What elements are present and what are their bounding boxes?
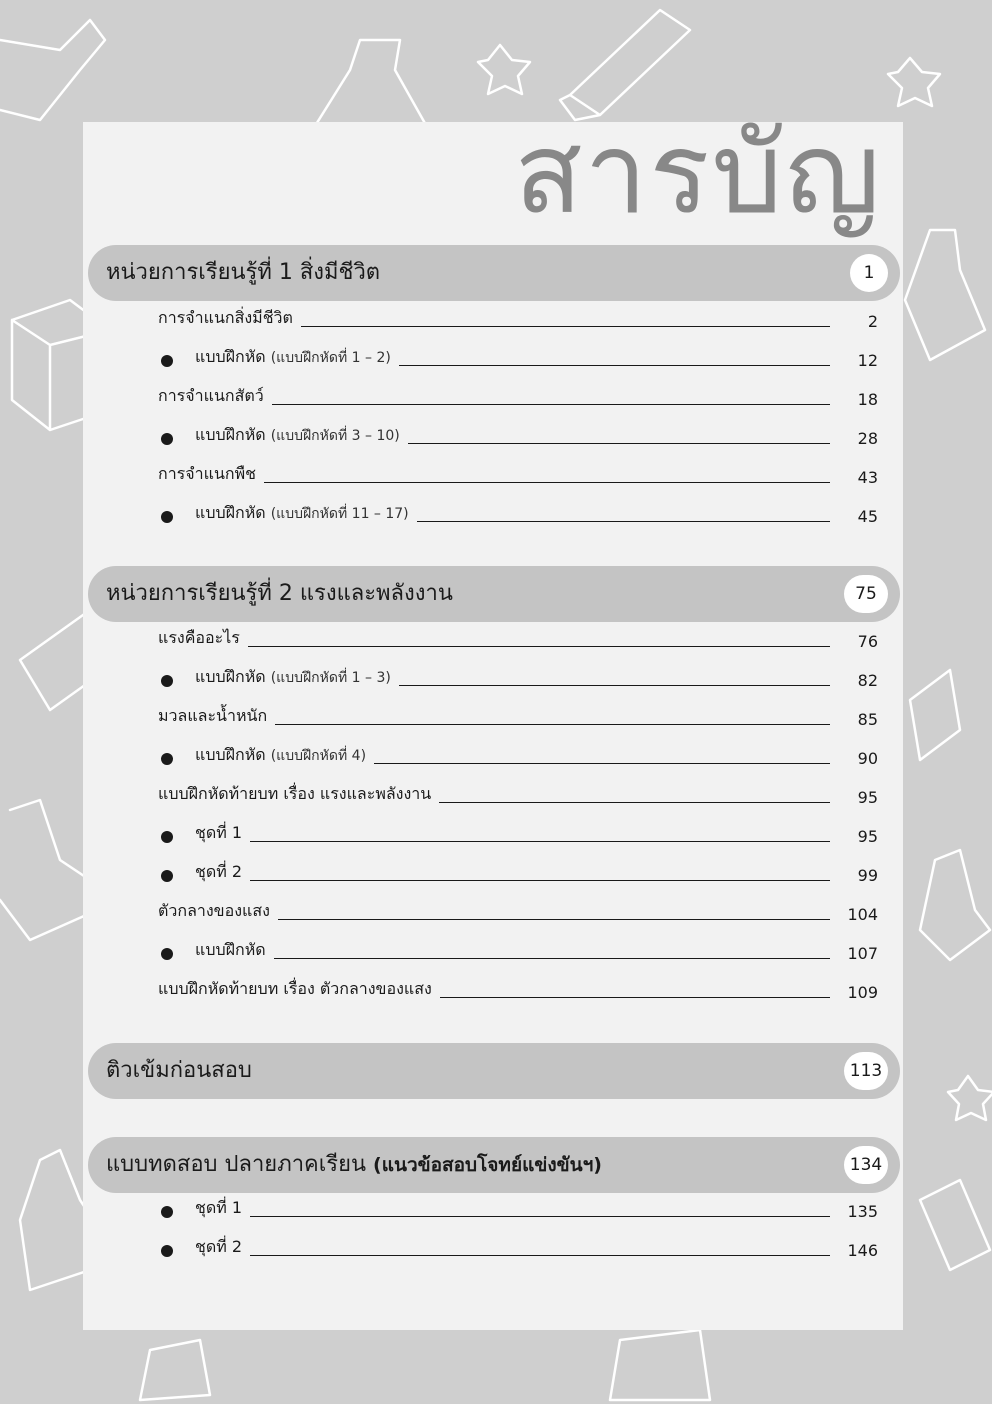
leader-line <box>274 958 830 959</box>
bullet-icon <box>161 948 173 960</box>
page-badge: 134 <box>844 1146 888 1184</box>
entry-label: ชุดที่ 2 <box>195 862 243 881</box>
toc-entry[interactable] <box>158 978 878 1004</box>
leader-line <box>417 521 830 522</box>
entry-page: 107 <box>847 944 878 963</box>
leader-line <box>275 724 830 725</box>
section-final-test <box>88 1137 900 1193</box>
toc-entry[interactable] <box>158 705 878 731</box>
bullet-icon <box>161 870 173 882</box>
toc-entry[interactable] <box>158 822 878 848</box>
entry-label: การจำแนกพืช <box>158 464 256 483</box>
toc-entry[interactable] <box>158 385 878 411</box>
entry-label: การจำแนกสิ่งมีชีวิต <box>158 308 293 327</box>
entry-page: 104 <box>847 905 878 924</box>
bullet-icon <box>161 1245 173 1257</box>
bullet-icon <box>161 753 173 765</box>
entry-sub: (แบบฝึกหัดที่ 11 – 17) <box>270 506 409 522</box>
leader-line <box>408 443 830 444</box>
toc-entry[interactable] <box>158 744 878 770</box>
entry-label: แบบฝึกหัด (แบบฝึกหัดที่ 1 – 3) <box>195 667 391 686</box>
leader-line <box>250 841 830 842</box>
bullet-icon <box>161 675 173 687</box>
page-title: สารบัญ <box>514 109 882 239</box>
page-badge: 75 <box>844 575 888 613</box>
leader-line <box>278 919 830 920</box>
entry-sub: (แบบฝึกหัดที่ 3 – 10) <box>270 428 400 444</box>
entry-page: 82 <box>857 671 878 690</box>
toc-entry[interactable] <box>158 861 878 887</box>
bullet-icon <box>161 831 173 843</box>
entry-label: ตัวกลางของแสง <box>158 901 270 920</box>
entry-label: แบบฝึกหัด (แบบฝึกหัดที่ 4) <box>195 745 367 764</box>
entry-sub: (แบบฝึกหัดที่ 1 – 3) <box>270 670 391 686</box>
page-badge: 113 <box>844 1052 888 1090</box>
entry-label: แบบฝึกหัด (แบบฝึกหัดที่ 1 – 2) <box>195 347 391 366</box>
toc-entry[interactable] <box>158 346 878 372</box>
toc-entry[interactable] <box>158 424 878 450</box>
leader-line <box>440 997 830 998</box>
entry-label: ชุดที่ 2 <box>195 1237 243 1256</box>
toc-entry[interactable] <box>158 1197 878 1223</box>
entry-page: 45 <box>857 507 878 526</box>
entry-page: 95 <box>857 827 878 846</box>
entry-page: 99 <box>857 866 878 885</box>
bullet-icon <box>161 1206 173 1218</box>
entry-page: 95 <box>857 788 878 807</box>
section-title: ติวเข้มก่อนสอบ <box>106 1058 252 1083</box>
entry-sub: (แบบฝึกหัดที่ 1 – 2) <box>270 350 391 366</box>
page-badge: 1 <box>850 254 888 292</box>
section-exam-prep <box>88 1043 900 1099</box>
entry-label: แบบฝึกหัด (แบบฝึกหัดที่ 3 – 10) <box>195 425 400 444</box>
leader-line <box>250 880 830 881</box>
bullet-icon <box>161 433 173 445</box>
entry-page: 85 <box>857 710 878 729</box>
section-title: แบบทดสอบ ปลายภาคเรียน (แนวข้อสอบโจทย์แข่งขันฯ) <box>106 1152 602 1177</box>
entry-page: 2 <box>867 312 878 331</box>
bullet-icon <box>161 511 173 523</box>
entry-label: แบบฝึกหัดท้ายบท เรื่อง แรงและพลังงาน <box>158 784 432 803</box>
leader-line <box>399 685 830 686</box>
leader-line <box>248 646 830 647</box>
entry-label: การจำแนกสัตว์ <box>158 386 264 405</box>
entry-page: 146 <box>847 1241 878 1260</box>
entry-page: 135 <box>847 1202 878 1221</box>
leader-line <box>439 802 830 803</box>
entry-page: 43 <box>857 468 878 487</box>
toc-entry[interactable] <box>158 666 878 692</box>
bullet-icon <box>161 355 173 367</box>
section-unit-1 <box>88 245 900 301</box>
entry-label: แรงคืออะไร <box>158 628 240 647</box>
entry-page: 109 <box>847 983 878 1002</box>
entry-sub: (แบบฝึกหัดที่ 4) <box>270 748 367 764</box>
leader-line <box>301 326 830 327</box>
toc-entry[interactable] <box>158 900 878 926</box>
leader-line <box>272 404 830 405</box>
toc-entry[interactable] <box>158 307 878 333</box>
entry-label: ชุดที่ 1 <box>195 1198 243 1217</box>
section-title: หน่วยการเรียนรู้ที่ 2 แรงและพลังงาน <box>106 581 453 606</box>
toc-entry[interactable] <box>158 783 878 809</box>
toc-entry[interactable] <box>158 463 878 489</box>
leader-line <box>250 1255 830 1256</box>
section-title: หน่วยการเรียนรู้ที่ 1 สิ่งมีชีวิต <box>106 260 381 285</box>
entry-page: 12 <box>857 351 878 370</box>
entry-label: แบบฝึกหัด (แบบฝึกหัดที่ 11 – 17) <box>195 503 409 522</box>
entry-label: แบบฝึกหัดท้ายบท เรื่อง ตัวกลางของแสง <box>158 979 432 998</box>
entry-label: มวลและน้ำหนัก <box>158 706 268 725</box>
entry-label: แบบฝึกหัด <box>195 940 266 959</box>
section-title-bold: (แนวข้อสอบโจทย์แข่งขันฯ) <box>373 1154 602 1176</box>
leader-line <box>250 1216 830 1217</box>
entry-page: 18 <box>857 390 878 409</box>
entry-page: 90 <box>857 749 878 768</box>
leader-line <box>399 365 830 366</box>
leader-line <box>374 763 830 764</box>
leader-line <box>264 482 830 483</box>
toc-entry[interactable] <box>158 502 878 528</box>
toc-entry[interactable] <box>158 939 878 965</box>
entry-page: 76 <box>857 632 878 651</box>
toc-entry[interactable] <box>158 627 878 653</box>
entry-page: 28 <box>857 429 878 448</box>
entry-label: ชุดที่ 1 <box>195 823 243 842</box>
section-unit-2 <box>88 566 900 622</box>
toc-entry[interactable] <box>158 1236 878 1262</box>
